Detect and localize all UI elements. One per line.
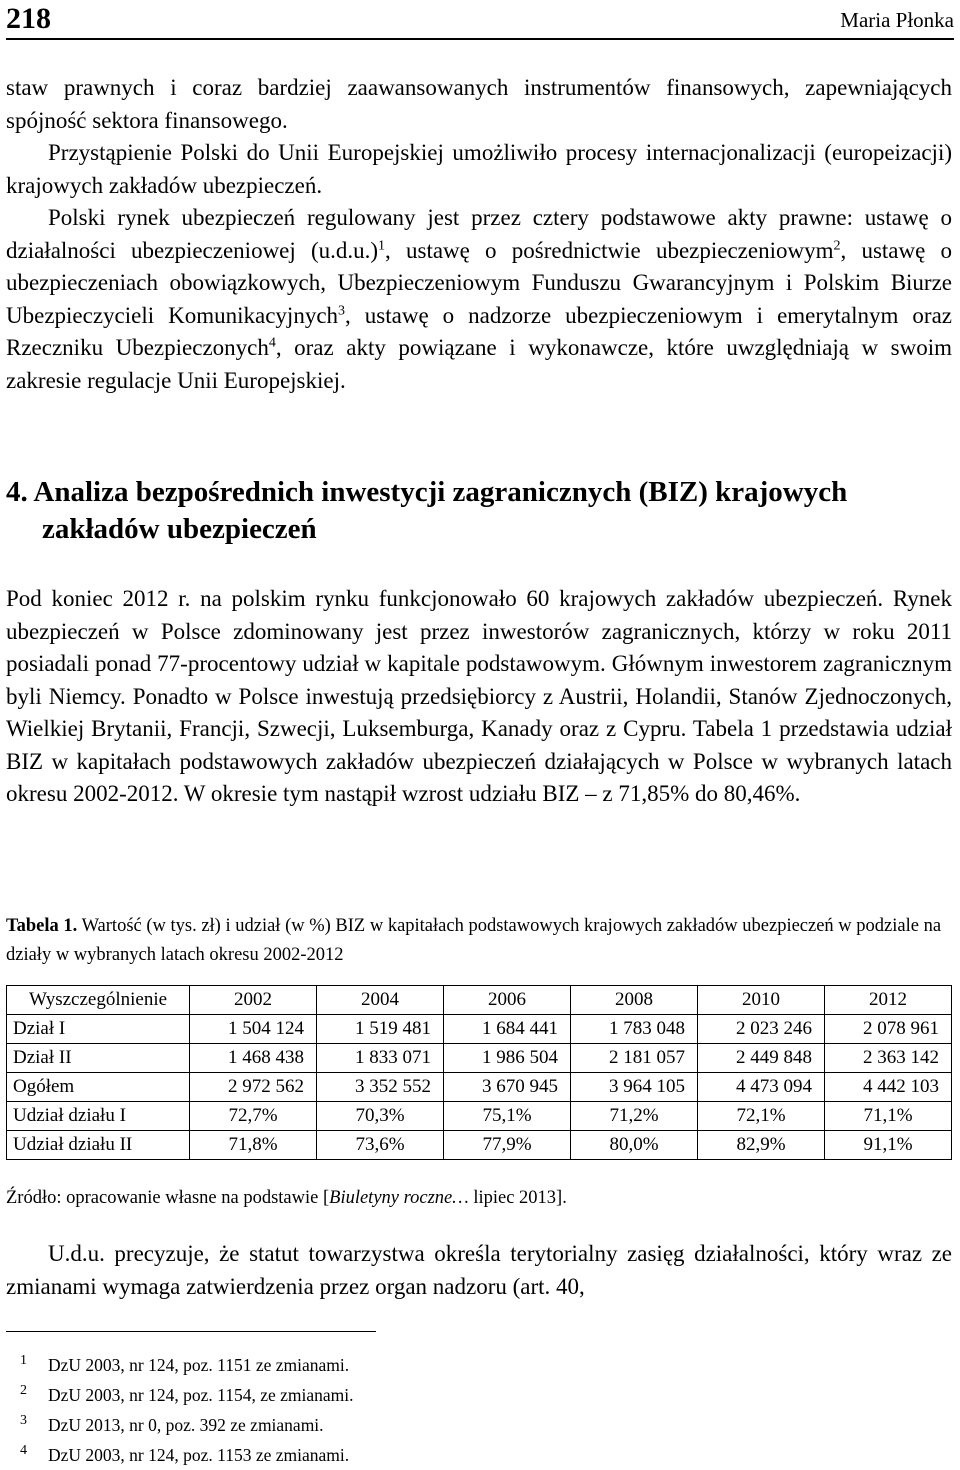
legal-text-2: , ustawę o pośrednictwie ubezpieczeniowym xyxy=(385,237,834,263)
footnote-text: DzU 2013, nr 0, poz. 392 ze zmianami. xyxy=(48,1415,324,1435)
table-cell: 75,1% xyxy=(444,1102,571,1131)
table-cell: 1 783 048 xyxy=(571,1015,698,1044)
table-cell: 2 023 246 xyxy=(698,1015,825,1044)
running-header xyxy=(6,0,954,40)
footnote-text: DzU 2003, nr 124, poz. 1153 ze zmianami. xyxy=(48,1445,350,1465)
table-cell: 1 519 481 xyxy=(317,1015,444,1044)
footnote-number: 3 xyxy=(20,1413,27,1428)
footnote xyxy=(20,1440,354,1470)
paragraph-eu: Przystąpienie Polski do Unii Europejskiej umożliwiło procesy internacjonalizacji (europeizacji) krajowych zakładów ubezpieczeń. xyxy=(6,140,952,198)
table-cell: 71,8% xyxy=(190,1131,317,1160)
udu-paragraph-wrap xyxy=(6,1238,952,1303)
paragraph-biz: Pod koniec 2012 r. na polskim rynku funkcjonowało 60 krajowych zakładów ubezpieczeń. Rynek ubezpieczeń w Polsce zdominowany jest przez inwestorów zagranicznych, którzy w roku 2011 posiadali ponad 77-procentowy udział w kapitale podstawowym. Głównym inwestorem zagranicznym byli Niemcy. Ponadto w Polsce inwestują przedsiębiorcy z Austrii, Holandii, Stanów Zjednoczonych, Wielkiej Brytanii, Francji, Szwecji, Luksemburga, Kanady oraz z Cypru. Tabela 1 przedstawia udział BIZ w kapitałach podstawowych zakładów ubezpieczeń działających w Polsce w wybranych latach okresu 2002-2012. W okresie tym nastąpił wzrost udziału BIZ – z 71,85% do 80,46%. xyxy=(6,586,952,806)
intro-paragraphs xyxy=(6,72,952,397)
paragraph-legal-acts xyxy=(6,202,952,397)
table-cell: 2 972 562 xyxy=(190,1073,317,1102)
table-cell: 2 181 057 xyxy=(571,1044,698,1073)
table-cell: 1 468 438 xyxy=(190,1044,317,1073)
paragraph-continuation: staw prawnych i coraz bardziej zaawansowanych instrumentów finansowych, zapewniających spójność sektora finansowego. xyxy=(6,75,952,133)
biz-paragraph-wrap xyxy=(6,583,952,811)
footnote xyxy=(20,1350,354,1380)
table-cell: 80,0% xyxy=(571,1131,698,1160)
table-cell: 71,2% xyxy=(571,1102,698,1131)
table-cell: 1 986 504 xyxy=(444,1044,571,1073)
header-cell: 2002 xyxy=(190,986,317,1015)
footnote-separator xyxy=(6,1331,376,1332)
header-cell: 2010 xyxy=(698,986,825,1015)
footnote xyxy=(20,1380,354,1410)
header-cell: 2012 xyxy=(825,986,952,1015)
footnotes xyxy=(20,1350,354,1470)
table-cell: 1 833 071 xyxy=(317,1044,444,1073)
paragraph-udu: U.d.u. precyzuje, że statut towarzystwa określa terytorialny zasięg działalności, który wraz ze zmianami wymaga zatwierdzenia przez organ nadzoru (art. 40, xyxy=(6,1241,952,1299)
source-suffix: lipiec 2013]. xyxy=(468,1188,567,1208)
section-heading: 4. Analiza bezpośrednich inwestycji zagranicznych (BIZ) krajowych zakładów ubezpieczeń xyxy=(6,476,848,545)
legal-text-1: Polski rynek ubezpieczeń regulowany jest przez cztery podstawowe akty prawne: ustawę o działalności ubezpieczeniowej (u.d.u.) xyxy=(6,205,952,263)
table-cell: 4 473 094 xyxy=(698,1073,825,1102)
table-caption-label: Tabela 1. xyxy=(6,916,78,936)
footnote xyxy=(20,1410,354,1440)
table-caption-text: Wartość (w tys. zł) i udział (w %) BIZ w kapitałach podstawowych krajowych zakładów ubezpieczeń w podziale na działy w wybranych latach okresu 2002-2012 xyxy=(6,916,942,965)
footnote-ref-4[interactable]: 4 xyxy=(268,335,276,351)
footnote-text: DzU 2003, nr 124, poz. 1151 ze zmianami. xyxy=(48,1355,350,1375)
table-header-row xyxy=(7,986,952,1015)
table-caption xyxy=(6,912,952,970)
footnote-text: DzU 2003, nr 124, poz. 1154, ze zmianami. xyxy=(48,1385,354,1405)
table-row xyxy=(7,1073,952,1102)
table-cell: 2 363 142 xyxy=(825,1044,952,1073)
table-source xyxy=(6,1184,567,1212)
table-row xyxy=(7,1131,952,1160)
table-cell: 3 670 945 xyxy=(444,1073,571,1102)
footnote-ref-3[interactable]: 3 xyxy=(338,302,346,318)
header-cell: 2004 xyxy=(317,986,444,1015)
footnote-ref-2[interactable]: 2 xyxy=(833,237,841,253)
table-cell: 3 964 105 xyxy=(571,1073,698,1102)
table-cell: 2 078 961 xyxy=(825,1015,952,1044)
footnote-number: 4 xyxy=(20,1443,27,1458)
row-label: Ogółem xyxy=(7,1073,190,1102)
table-row xyxy=(7,1015,952,1044)
row-label: Dział I xyxy=(7,1015,190,1044)
table-cell: 82,9% xyxy=(698,1131,825,1160)
biz-table xyxy=(6,985,952,1160)
table-cell: 73,6% xyxy=(317,1131,444,1160)
source-title: Biuletyny roczne… xyxy=(329,1188,469,1208)
row-label: Udział działu II xyxy=(7,1131,190,1160)
row-label: Udział działu I xyxy=(7,1102,190,1131)
table-cell: 71,1% xyxy=(825,1102,952,1131)
table-cell: 4 442 103 xyxy=(825,1073,952,1102)
legal-text-5: , oraz akty powiązane i wykonawcze, które uwzględniają w swoim zakresie regulacje Unii Europejskiej. xyxy=(6,335,952,393)
table-cell: 77,9% xyxy=(444,1131,571,1160)
table-cell: 2 449 848 xyxy=(698,1044,825,1073)
table-row xyxy=(7,1044,952,1073)
footnote-number: 1 xyxy=(20,1353,27,1368)
table-cell: 1 504 124 xyxy=(190,1015,317,1044)
header-cell: Wyszczególnienie xyxy=(7,986,190,1015)
table-cell: 72,7% xyxy=(190,1102,317,1131)
table-cell: 91,1% xyxy=(825,1131,952,1160)
footnote-number: 2 xyxy=(20,1383,27,1398)
table-cell: 1 684 441 xyxy=(444,1015,571,1044)
row-label: Dział II xyxy=(7,1044,190,1073)
source-prefix: Źródło: opracowanie własne na podstawie [ xyxy=(6,1188,330,1208)
table-cell: 72,1% xyxy=(698,1102,825,1131)
header-cell: 2006 xyxy=(444,986,571,1015)
page-number: 218 xyxy=(6,2,51,35)
footnote-ref-1[interactable]: 1 xyxy=(378,237,386,253)
table-cell: 70,3% xyxy=(317,1102,444,1131)
running-author: Maria Płonka xyxy=(840,8,954,32)
legal-text-3: , ustawę o ubezpieczeniach obowiązkowych, Ubezpieczeniowym Funduszu Gwarancyjnym i Polskim Biurze Ubezpieczycieli Komunikacyjnych xyxy=(6,237,953,328)
legal-text-4: , ustawę o nadzorze ubezpieczeniowym i emerytalnym oraz Rzeczniku Ubezpieczonych xyxy=(6,302,952,360)
header-cell: 2008 xyxy=(571,986,698,1015)
table-cell: 3 352 552 xyxy=(317,1073,444,1102)
table-row xyxy=(7,1102,952,1131)
